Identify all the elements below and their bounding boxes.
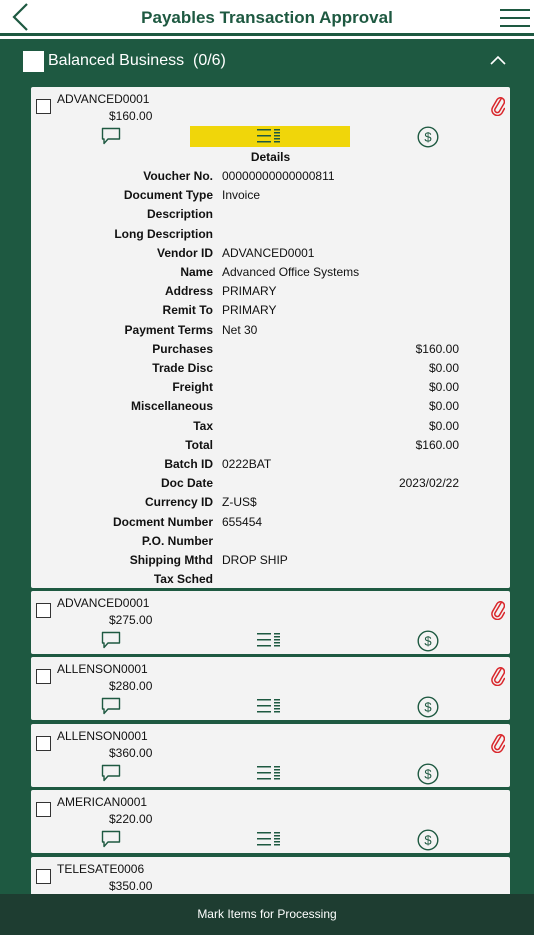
detail-value: 00000000000000811 [222,169,335,183]
detail-row [31,495,510,514]
detail-label: Remit To [162,303,213,318]
item-checkbox[interactable] [36,99,51,114]
detail-label: Voucher No. [143,169,213,183]
details-list-icon[interactable] [257,765,281,781]
detail-row [31,323,510,342]
detail-label: Tax [193,418,213,433]
detail-value: DROP SHIP [222,553,288,567]
detail-label: Payment Terms [124,322,213,337]
app-header [0,0,534,36]
transaction-card[interactable] [31,790,510,853]
svg-text:$: $ [424,832,432,848]
detail-row [31,380,510,399]
paperclip-icon[interactable] [491,731,505,753]
transaction-card[interactable] [31,724,510,787]
detail-row [31,207,510,226]
detail-row [31,227,510,246]
detail-row [31,361,510,380]
detail-row [31,284,510,303]
detail-row [31,303,510,322]
detail-value: ADVANCED0001 [222,245,315,260]
svg-text:$: $ [424,129,432,145]
detail-label: Docment Number [112,514,213,529]
details-list-icon[interactable] [257,831,281,847]
paperclip-icon[interactable] [491,664,505,686]
amount: $220.00 [109,812,153,827]
mark-items-button[interactable] [0,894,534,935]
dollar-circle-icon[interactable] [417,126,439,148]
dollar-circle-icon[interactable] [417,763,439,785]
detail-label: Vendor ID [156,245,213,260]
detail-amount: $0.00 [428,418,459,433]
detail-amount: $0.00 [428,361,459,375]
comment-icon[interactable] [101,127,121,145]
detail-label: P.O. Number [141,533,213,548]
details-list-icon[interactable] [257,632,281,648]
dollar-circle-icon[interactable] [417,829,439,851]
detail-row [31,572,510,591]
item-checkbox[interactable] [36,802,51,817]
item-checkbox[interactable] [36,603,51,618]
details-heading: Details [250,150,291,164]
detail-amount: $160.00 [415,341,459,356]
dollar-circle-icon[interactable] [417,630,439,652]
item-checkbox[interactable] [36,869,51,884]
paperclip-icon[interactable] [491,598,505,620]
detail-value: PRIMARY [222,284,277,299]
item-checkbox[interactable] [36,736,51,751]
detail-label: Total [185,437,213,452]
chevron-up-icon[interactable] [490,55,506,65]
detail-label: Batch ID [164,457,213,471]
dollar-circle-icon[interactable] [417,696,439,718]
mark-items-label: Mark Items for Processing [197,907,337,921]
detail-amount: 2023/02/22 [398,476,459,491]
svg-text:$: $ [424,766,432,782]
detail-value: 0222BAT [222,457,272,471]
group-count: (0/6) [192,52,226,69]
detail-amount: $0.00 [428,399,459,414]
detail-row [31,553,510,572]
comment-icon[interactable] [101,830,121,848]
detail-label: Long Description [114,226,213,241]
page-title: Payables Transaction Approval [141,8,393,27]
detail-label: Shipping Mthd [129,553,213,567]
vendor-id: AMERICAN0001 [57,795,148,810]
amount: $280.00 [109,679,153,694]
detail-label: Currency ID [144,495,213,510]
comment-icon[interactable] [101,631,121,649]
transaction-card[interactable] [31,657,510,720]
detail-label: Miscellaneous [130,399,213,414]
paperclip-icon[interactable] [491,94,505,116]
detail-value: PRIMARY [222,303,277,318]
detail-row [31,438,510,457]
detail-row [31,246,510,265]
detail-row [31,265,510,284]
detail-value: Advanced Office Systems [222,265,360,279]
detail-label: Description [146,207,213,222]
detail-label: Trade Disc [152,361,213,375]
transaction-card-expanded[interactable] [31,87,510,588]
detail-row [31,342,510,361]
detail-amount: $160.00 [415,437,459,452]
item-checkbox[interactable] [36,669,51,684]
detail-row [31,476,510,495]
detail-row [31,188,510,207]
detail-label: Doc Date [160,476,213,491]
vendor-id: TELESATE0006 [57,861,145,876]
amount: $360.00 [109,745,153,760]
detail-label: Freight [172,380,213,395]
group-name: Balanced Business [48,52,185,69]
amount: $160.00 [109,109,153,123]
transaction-card[interactable] [31,591,510,654]
detail-value: Net 30 [222,322,258,337]
group-header [0,39,534,83]
detail-row [31,457,510,476]
detail-label: Purchases [152,341,213,356]
svg-text:$: $ [424,633,432,649]
detail-label: Name [180,265,213,279]
vendor-id: ADVANCED0001 [57,596,150,610]
detail-value: Invoice [222,188,261,203]
comment-icon[interactable] [101,764,121,782]
transaction-list[interactable] [0,39,534,894]
amount: $350.00 [109,878,153,893]
hamburger-menu-icon[interactable] [500,8,530,28]
comment-icon[interactable] [101,697,121,715]
detail-row [31,399,510,418]
vendor-id: ALLENSON0001 [57,728,148,743]
group-label [48,52,226,70]
vendor-id: ADVANCED0001 [57,92,150,106]
details-list-icon[interactable] [257,128,281,144]
group-select-checkbox[interactable] [23,51,44,72]
detail-label: Document Type [123,188,213,203]
transaction-card[interactable] [31,857,510,894]
detail-row [31,169,510,188]
detail-value: 655454 [222,514,263,529]
details-list-icon[interactable] [257,698,281,714]
detail-row [31,534,510,553]
detail-label: Tax Sched [153,572,213,587]
detail-label: Address [164,284,213,299]
vendor-id: ALLENSON0001 [57,662,148,677]
svg-text:$: $ [424,699,432,715]
detail-row [31,419,510,438]
detail-row [31,515,510,534]
detail-value: Z-US$ [222,495,257,510]
detail-amount: $0.00 [428,380,459,395]
amount: $275.00 [109,613,153,627]
